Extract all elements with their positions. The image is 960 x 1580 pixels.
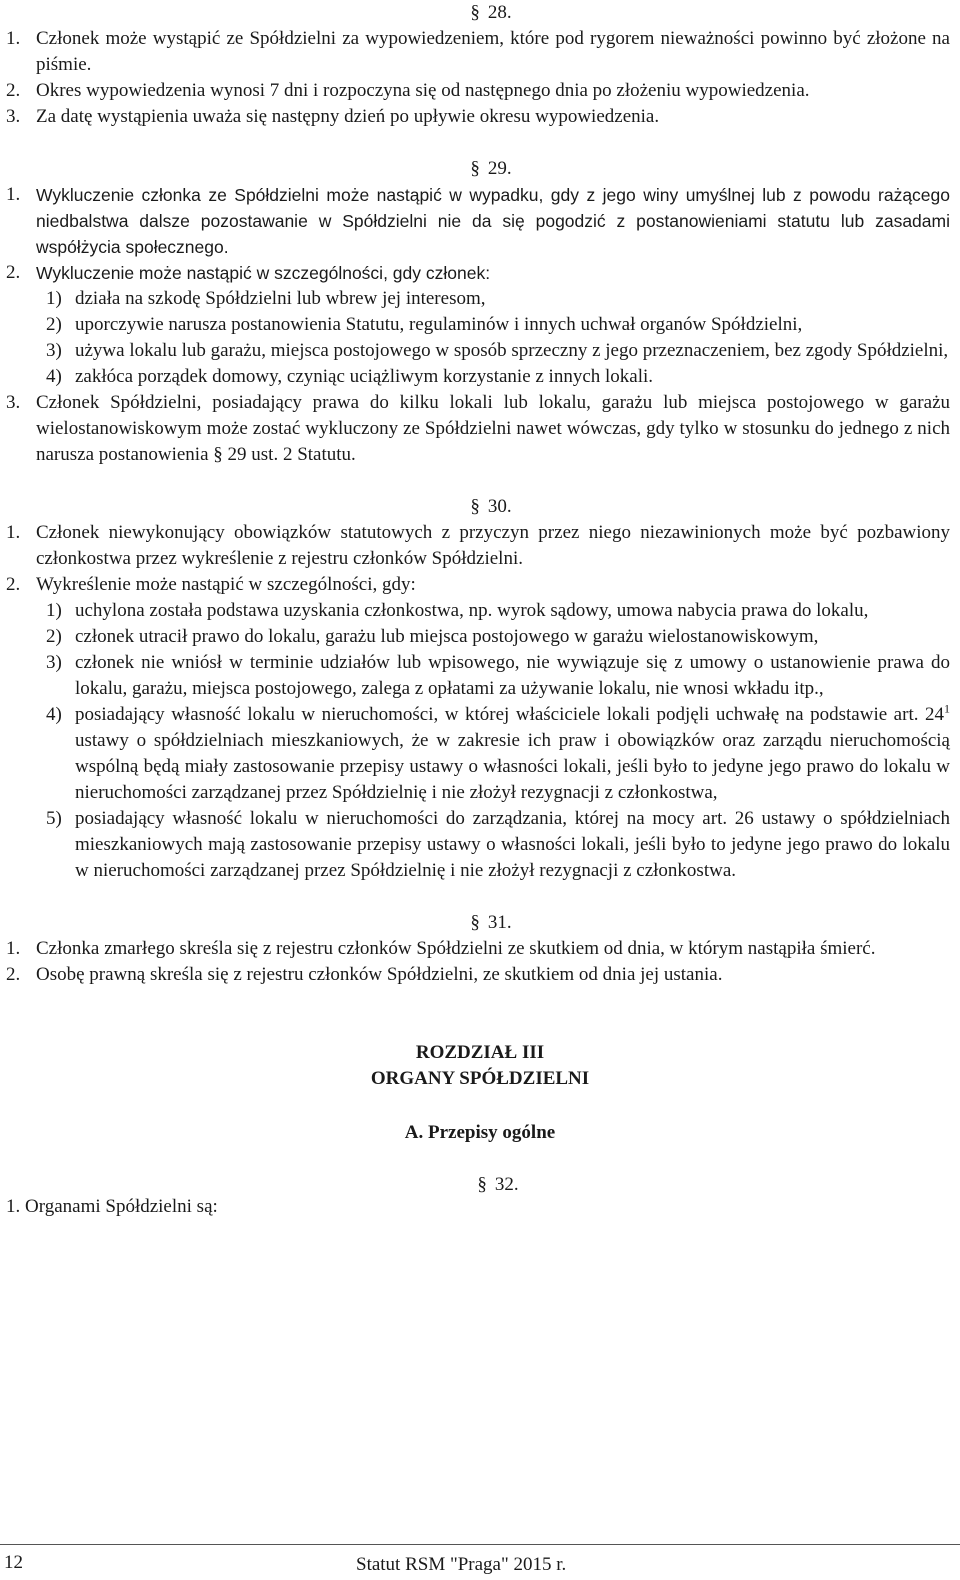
section-28-heading: § 28. xyxy=(470,2,512,23)
chapter-title: ROZDZIAŁ III xyxy=(415,1042,545,1063)
chapter-subtitle: ORGANY SPÓŁDZIELNI xyxy=(370,1068,590,1089)
section-31-para-1: 1. Członka zmarłego skreśla się z rejestru członków Spółdzielni ze skutkiem od dnia, w którym nastąpiła śmierć. xyxy=(6,938,876,959)
section-29-heading: § 29. xyxy=(470,158,512,179)
section-31-heading: § 31. xyxy=(470,912,512,933)
section-symbol: § xyxy=(477,1174,487,1195)
subsection-title: A. Przepisy ogólne xyxy=(404,1122,556,1143)
section-30-item-5: 5) posiadający własność lokalu w nieruchomości do zarządzania, której na mocy art. 26 ustawy o spółdzielniach mieszkaniowych mają zastosowanie przepisy ustawy o własności lokali, jeśli było to jedyne jego prawo do lokalu w nieruchomości zarządzanej przez Spółdzielnię i nie złożył rezygnacji z członkostwa. xyxy=(46,808,950,881)
section-29-para-1: 1. Wykluczenie członka ze Spółdzielni może nastąpić w wypadku, gdy z jego winy umyślnej lub z powodu rażącego niedbalstwa dalsze pozostawanie w Spółdzielni nie da się pogodzić z postanowieniami statutu lub zasadami współżycia społecznego. xyxy=(6,184,950,257)
section-symbol: § xyxy=(470,158,480,179)
section-symbol: § xyxy=(213,444,223,465)
section-30-para-1: 1. Członek niewykonujący obowiązków statutowych z przyczyn przez niego niezawinionych może być pozbawiony członkostwa przez wykreślenie z rejestru członków Spółdzielni. xyxy=(6,522,950,569)
section-symbol: § xyxy=(470,912,480,933)
section-30-item-3: 3) członek nie wniósł w terminie udziałów lub wpisowego, nie wywiązuje się z umowy o ustanowienie prawa do lokalu, garażu, miejsca postojowego, zalega z opłatami za używanie lokalu, nie wnosi wkładu itp., xyxy=(46,652,950,699)
section-32-heading: § 32. xyxy=(477,1174,519,1195)
superscript: 1 xyxy=(944,701,950,716)
section-29-para-3: 3. Członek Spółdzielni, posiadający prawa do kilku lokali lub lokalu, garażu lub miejsca postojowego w garażu wielostanowiskowym może zostać wykluczony ze Spółdzielni nawet wówczas, gdy tylko w stosunku do jednego z nich narusza postanowienia § 29 ust. 2 Statutu. xyxy=(6,392,950,465)
section-30-para-2: 2. Wykreślenie może nastąpić w szczególności, gdy: xyxy=(6,574,416,595)
page-number: 12 xyxy=(4,1552,23,1573)
section-29-item-4: 4) zakłóca porządek domowy, czyniąc uciążliwym korzystanie z innych lokali. xyxy=(46,366,654,387)
section-28-para-1: 1. Członek może wystąpić ze Spółdzielni za wypowiedzeniem, które pod rygorem nieważności powinno być złożone na piśmie. xyxy=(6,28,950,75)
section-29-item-1: 1) działa na szkodę Spółdzielni lub wbrew jej interesom, xyxy=(46,288,486,309)
section-30-item-2: 2) członek utracił prawo do lokalu, garażu lub miejsca postojowego w garażu wielostanowiskowym, xyxy=(46,626,819,647)
section-28-para-3: 3. Za datę wystąpienia uważa się następny dzień po upływie okresu wypowiedzenia. xyxy=(6,106,660,127)
section-symbol: § xyxy=(470,496,480,517)
section-30-heading: § 30. xyxy=(470,496,512,517)
section-29-item-3: 3) używa lokalu lub garażu, miejsca postojowego w sposób sprzeczny z jego przeznaczeniem, bez zgody Spółdzielni, xyxy=(46,340,949,361)
section-30-item-1: 1) uchylona została podstawa uzyskania członkostwa, np. wyrok sądowy, umowa nabycia prawa do lokalu, xyxy=(46,600,869,621)
section-32-lead: 1. Organami Spółdzielni są: xyxy=(6,1196,218,1217)
section-29-item-2: 2) uporczywie narusza postanowienia Statutu, regulaminów i innych uchwał organów Spółdzielni, xyxy=(46,314,803,335)
footer-divider xyxy=(0,1544,960,1545)
footer-title: Statut RSM "Praga" 2015 r. xyxy=(356,1554,567,1575)
section-30-item-4: 4) posiadający własność lokalu w nieruchomości, w której właściciele lokali podjęli uchwałę na podstawie art. $24^1$ ustawy o spółdzielniach mieszkaniowych, że w zakresie ich praw i obowiązków oraz zarządu nieruchomością wspólną będą miały zastosowanie przepisy ustawy o własności lokali, jeśli było to jedyne jego prawo do lokalu w nieruchomości zarządzanej przez Spółdzielnię i nie złożył rezygnacji z członkostwa, xyxy=(46,701,950,803)
section-31-para-2: 2. Osobę prawną skreśla się z rejestru członków Spółdzielni, ze skutkiem od dnia jej ustania. xyxy=(6,964,723,985)
section-symbol: § xyxy=(470,2,480,23)
section-29-para-2: 2. Wykluczenie może nastąpić w szczególności, gdy członek: xyxy=(6,262,491,283)
section-28-para-2: 2. Okres wypowiedzenia wynosi 7 dni i rozpoczyna się od następnego dnia po złożeniu wypowiedzenia. xyxy=(6,80,810,101)
page-footer xyxy=(0,1544,960,1574)
